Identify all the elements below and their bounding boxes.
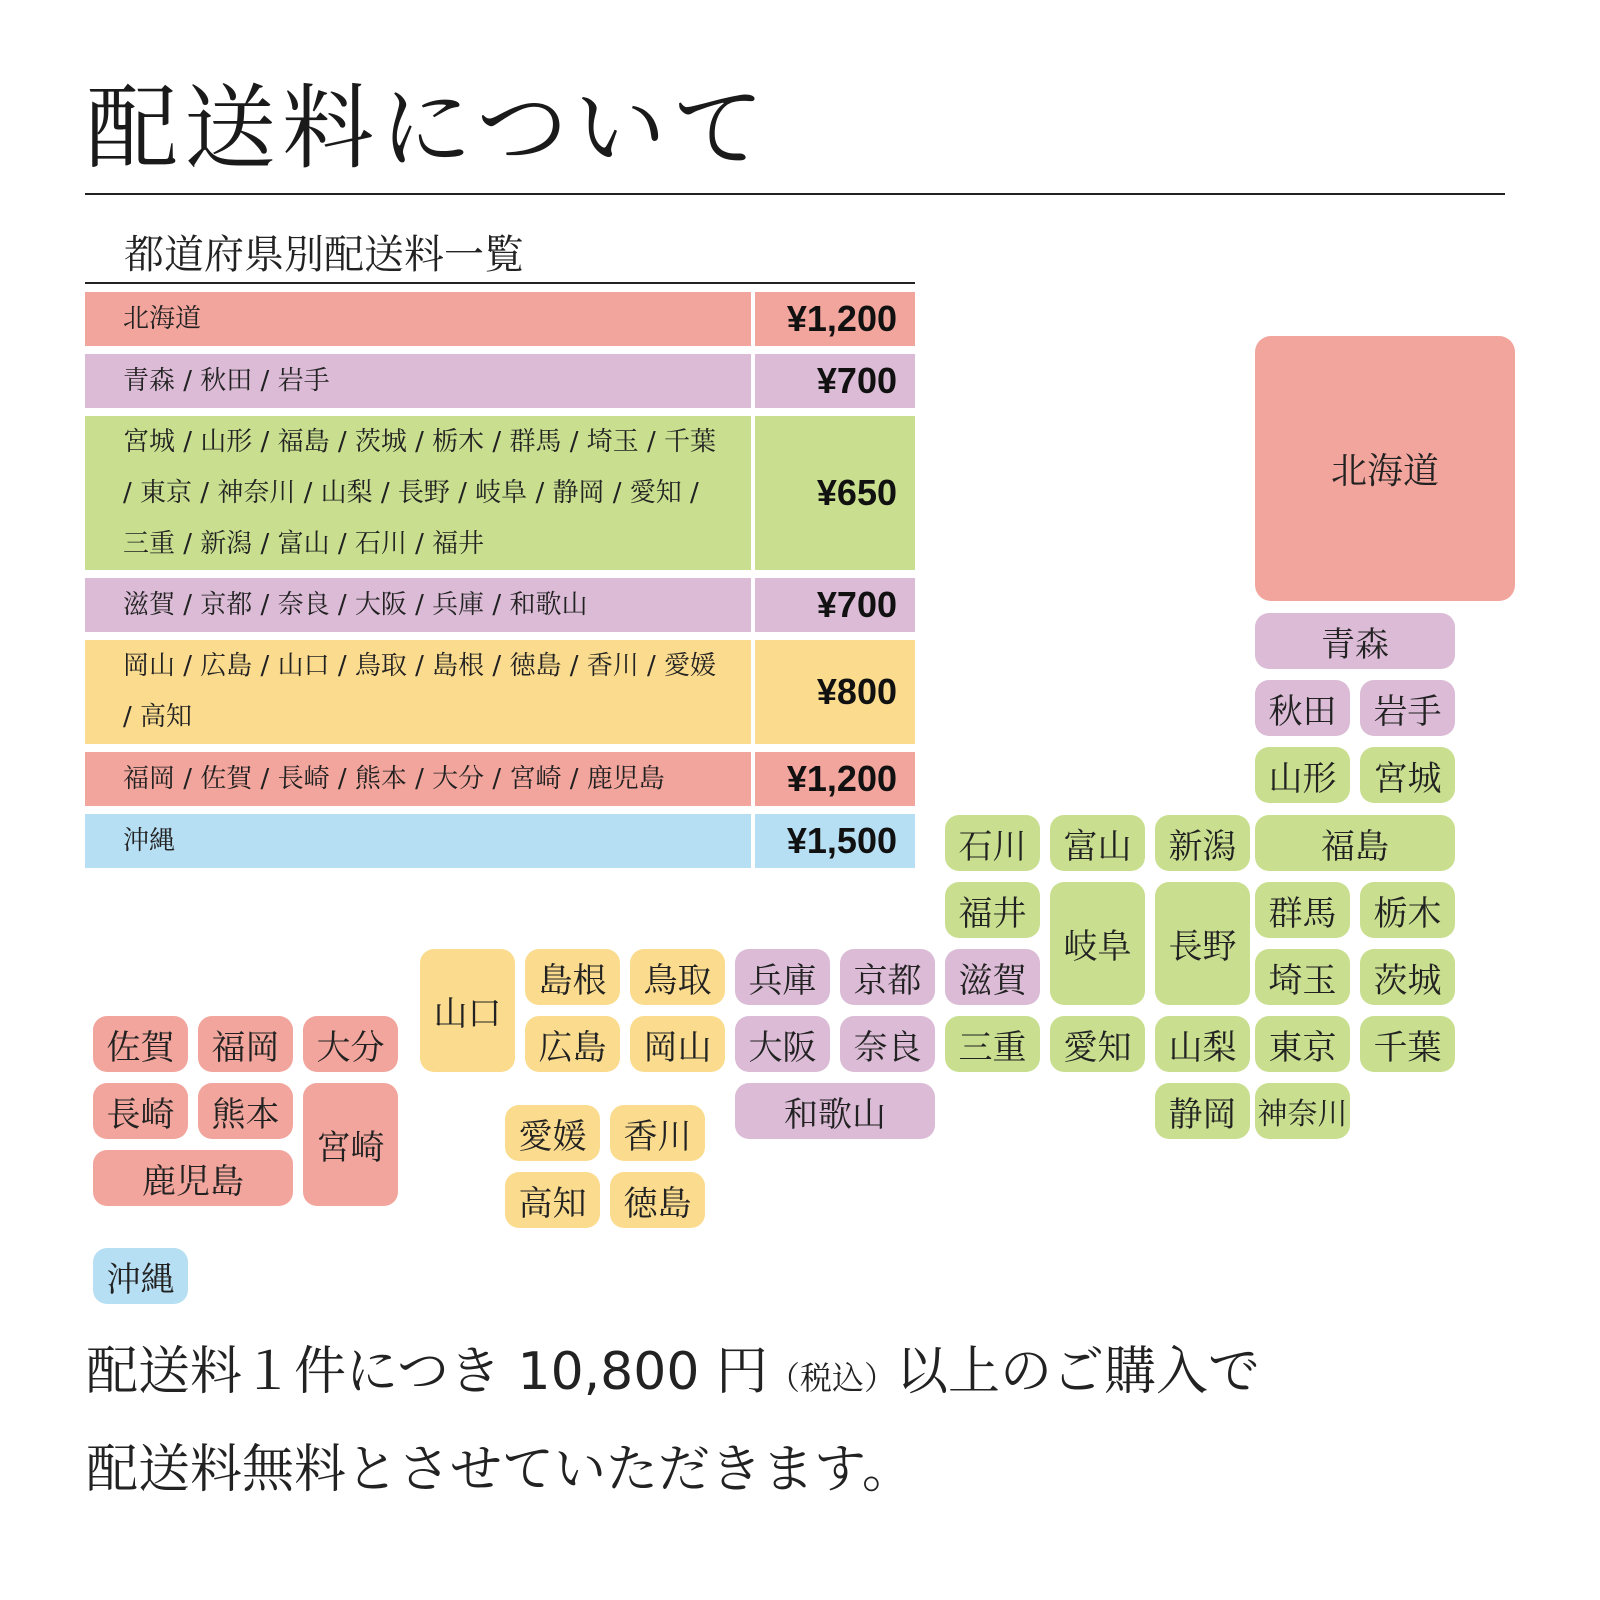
prefecture-tile: 島根 [525,949,620,1005]
prefecture-tile: 長野 [1155,882,1250,1005]
prefecture-tile: 宮城 [1360,747,1455,803]
prefecture-tile: 山口 [420,949,515,1072]
prefecture-tile: 徳島 [610,1172,705,1228]
rate-row [85,416,915,570]
title-divider [85,193,1505,195]
prefecture-tile: 石川 [945,815,1040,871]
prefecture-tile: 沖縄 [93,1248,188,1304]
prefecture-tile: 大阪 [735,1016,830,1072]
rate-row-regions-text: 福岡 / 佐賀 / 長崎 / 熊本 / 大分 / 宮崎 / 鹿児島 [123,763,665,794]
prefecture-tile: 青森 [1255,613,1455,669]
free-shipping-note [86,1326,1260,1516]
prefecture-tile: 京都 [840,949,935,1005]
prefecture-tile: 兵庫 [735,949,830,1005]
prefecture-tile: 宮崎 [303,1083,398,1206]
free-shipping-threshold: 配送料１件につき 10,800 円 [86,1342,768,1402]
rate-row-price: ¥1,200 [755,292,915,346]
prefecture-tile: 岡山 [630,1016,725,1072]
prefecture-tile: 高知 [505,1172,600,1228]
rate-row-regions-text: 岡山 / 広島 / 山口 / 鳥取 / 島根 / 徳島 / 香川 / 愛媛 / 高知 [123,651,717,732]
prefecture-tile: 三重 [945,1016,1040,1072]
rate-row-regions [85,814,751,868]
prefecture-tile: 茨城 [1360,949,1455,1005]
rate-row [85,814,915,868]
rate-row-regions [85,578,751,632]
rate-row-price: ¥1,200 [755,752,915,806]
rate-row-price: ¥700 [755,578,915,632]
rate-row-regions-text: 北海道 [123,303,202,334]
rate-row [85,292,915,346]
rate-row [85,640,915,744]
prefecture-tile: 栃木 [1360,882,1455,938]
rate-row-regions [85,354,751,408]
rate-row-price: ¥1,500 [755,814,915,868]
prefecture-tile: 鳥取 [630,949,725,1005]
prefecture-tile: 群馬 [1255,882,1350,938]
rate-row-regions [85,416,751,570]
prefecture-tile: 滋賀 [945,949,1040,1005]
prefecture-tile: 愛知 [1050,1016,1145,1072]
prefecture-tile: 和歌山 [735,1083,935,1139]
free-shipping-line-1 [86,1326,1260,1424]
rate-row-price: ¥800 [755,640,915,744]
rate-row-regions-text: 滋賀 / 京都 / 奈良 / 大阪 / 兵庫 / 和歌山 [123,589,588,620]
prefecture-tile: 北海道 [1255,336,1515,601]
rate-row-regions [85,640,751,744]
prefecture-tile: 山形 [1255,747,1350,803]
prefecture-tile: 秋田 [1255,680,1350,736]
rate-row-regions-text: 宮城 / 山形 / 福島 / 茨城 / 栃木 / 群馬 / 埼玉 / 千葉 / 東京 / 神奈川 / 山梨 / 長野 / 岐阜 / 静岡 / 愛知 / 三重 / 新潟 / 富山 / 石川 / 福井 [123,426,717,559]
prefecture-tile: 山梨 [1155,1016,1250,1072]
prefecture-tile: 香川 [610,1105,705,1161]
prefecture-tile: 福岡 [198,1016,293,1072]
prefecture-tile: 大分 [303,1016,398,1072]
prefecture-tile: 新潟 [1155,815,1250,871]
rate-row [85,354,915,408]
prefecture-tile: 神奈川 [1255,1083,1350,1139]
prefecture-tile: 富山 [1050,815,1145,871]
prefecture-tile: 長崎 [93,1083,188,1139]
prefecture-tile: 広島 [525,1016,620,1072]
rate-row-regions-text: 青森 / 秋田 / 岩手 [123,365,330,396]
prefecture-tile: 千葉 [1360,1016,1455,1072]
prefecture-tile: 佐賀 [93,1016,188,1072]
prefecture-tile: 愛媛 [505,1105,600,1161]
prefecture-tile: 熊本 [198,1083,293,1139]
free-shipping-condition: 以上のご購入で [895,1342,1260,1402]
tax-included-note: （税込） [767,1359,896,1397]
table-title: 都道府県別配送料一覧 [124,232,524,278]
prefecture-tile: 鹿児島 [93,1150,293,1206]
rate-row [85,578,915,632]
rate-row-regions [85,752,751,806]
rate-row [85,752,915,806]
prefecture-tile: 埼玉 [1255,949,1350,1005]
free-shipping-line-2: 配送料無料とさせていただきます。 [86,1440,914,1500]
rate-row-regions [85,292,751,346]
table-title-divider [85,282,915,284]
prefecture-tile: 静岡 [1155,1083,1250,1139]
rate-row-regions-text: 沖縄 [123,825,176,856]
prefecture-tile: 奈良 [840,1016,935,1072]
prefecture-tile: 東京 [1255,1016,1350,1072]
prefecture-tile: 岩手 [1360,680,1455,736]
prefecture-tile: 福井 [945,882,1040,938]
rate-row-price: ¥700 [755,354,915,408]
prefecture-tile: 福島 [1255,815,1455,871]
prefecture-tile: 岐阜 [1050,882,1145,1005]
rate-row-price: ¥650 [755,416,915,570]
page-title: 配送料について [86,75,771,182]
